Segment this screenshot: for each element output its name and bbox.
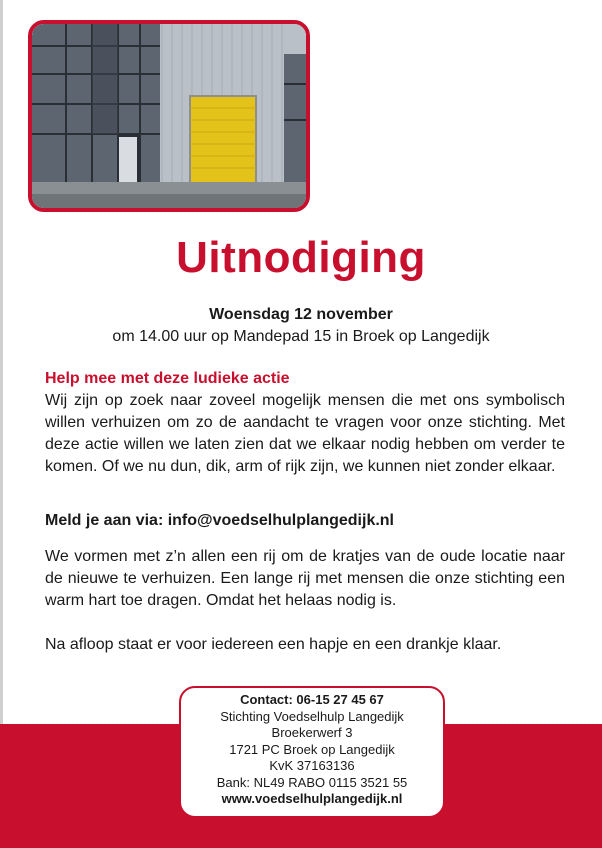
contact-org: Stichting Voedselhulp Langedijk: [220, 708, 404, 724]
contact-city: 1721 PC Broek op Langedijk: [229, 741, 395, 757]
contact-website: www.voedselhulplangedijk.nl: [221, 791, 403, 806]
action-heading: Help mee met deze ludieke actie: [45, 370, 290, 387]
closing-section: [45, 634, 565, 656]
paragraph-refreshments: Na afloop staat er voor iedereen een hapje en een drankje klaar.: [45, 636, 502, 653]
contact-kvk: KvK 37163136: [269, 758, 355, 773]
building-photo: [28, 20, 310, 212]
contact-bank: Bank: NL49 RABO 0115 3521 55: [216, 774, 408, 790]
contact-box: [179, 686, 445, 818]
contact-street: Broekerwerf 3: [271, 725, 353, 740]
event-time-location: om 14.00 uur op Mandepad 15 in Broek op Langedijk: [112, 328, 490, 345]
contact-phone: Contact: 06-15 27 45 67: [240, 692, 384, 707]
signup-line: Meld je aan via: info@voedselhulplangedijk.nl: [45, 512, 394, 529]
event-date: Woensdag 12 november: [209, 306, 393, 323]
action-paragraph: Wij zijn op zoek naar zoveel mogelijk mensen die met ons symbolisch willen verhuizen om zo de aandacht te vragen voor onze stichting. Met deze actie willen we laten zien dat we elkaar nodig hebben om verder te komen. Of we nu dun, dik, arm of rijk zijn, we kunnen niet zonder elkaar.: [45, 392, 565, 475]
paragraph-line-up: We vormen met z’n allen een rij om de kratjes van de oude locatie naar de nieuwe te verhuizen. Een lange rij met mensen die onze stichting een warm hart toe dragen. Omdat het helaas nodig is.: [45, 548, 565, 609]
page-title: Uitnodiging: [176, 233, 426, 282]
info-section: [45, 546, 565, 612]
page-edge: [0, 0, 3, 848]
action-section: [45, 368, 565, 478]
